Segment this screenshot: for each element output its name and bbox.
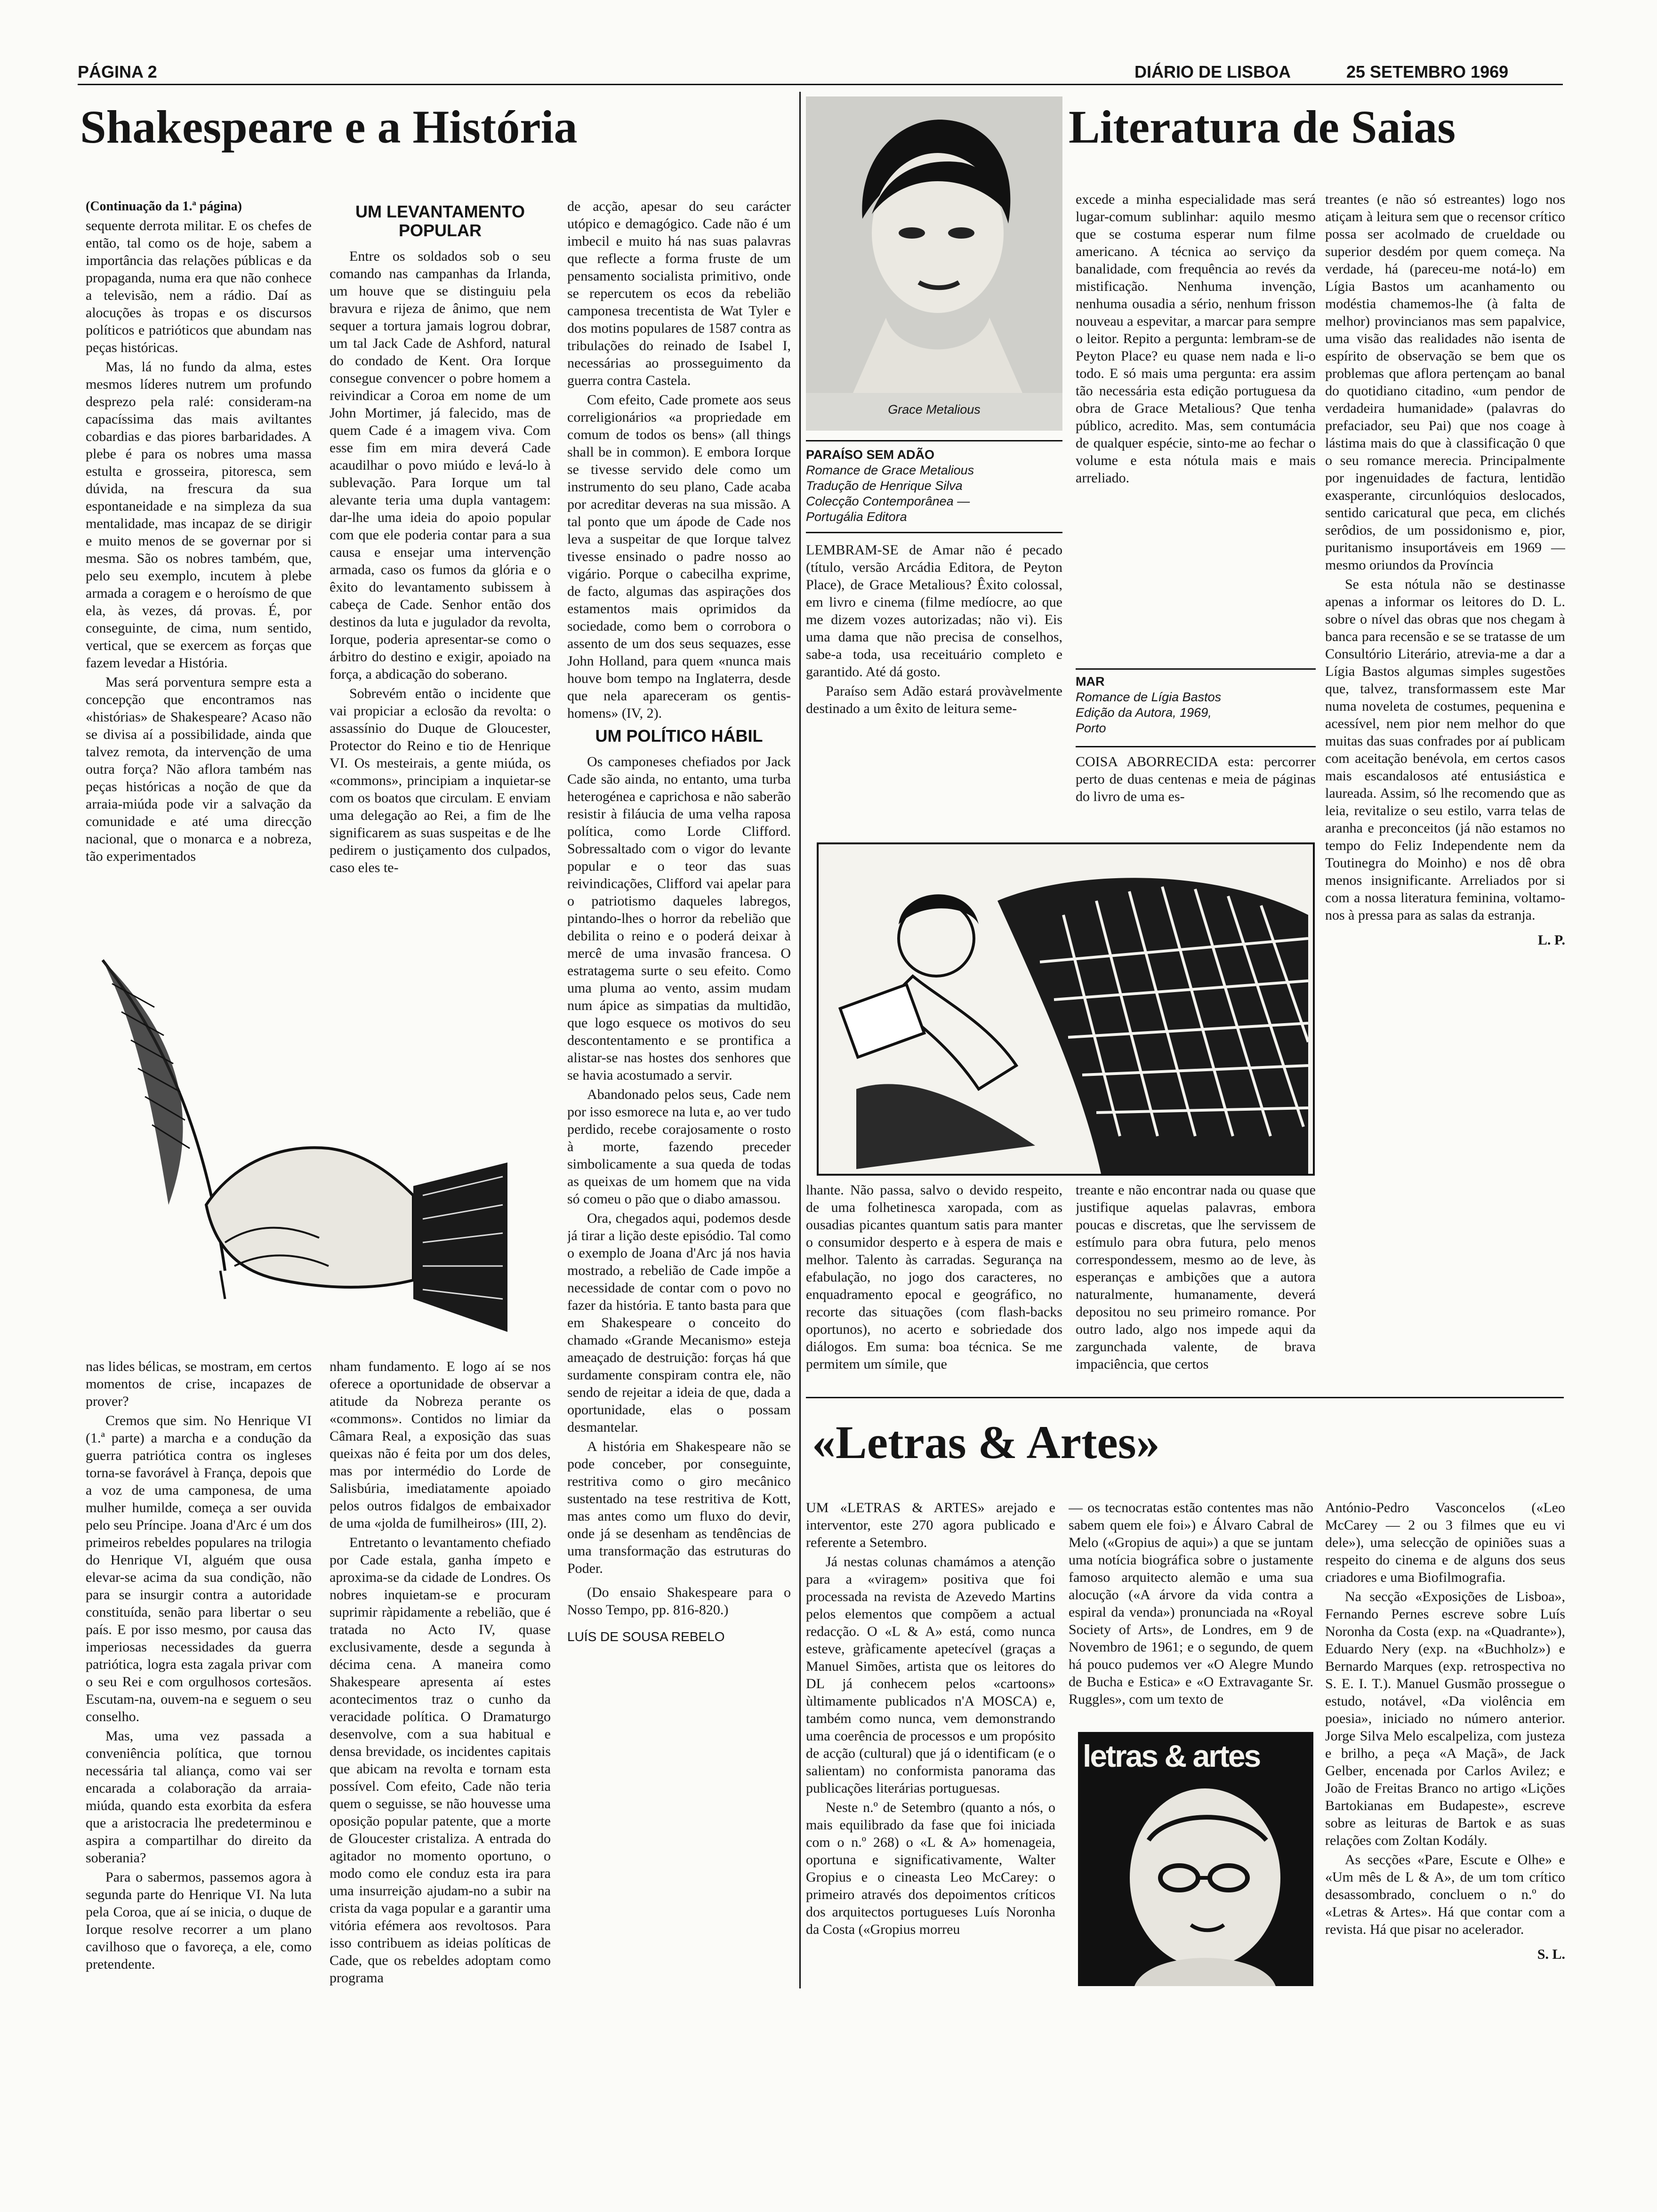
column-divider: [799, 92, 801, 1988]
book-detail: Romance de Lígia Bastos: [1076, 690, 1222, 704]
subheading-levantamento: UM LEVANTAMENTO POPULAR: [355, 202, 525, 240]
paragraph: de acção, apesar do seu carácter utópico e demagógico. Cade não é um imbecil e muito há nas suas palavras que reflecte a forma fruste de um pensamento socialista primitivo, onde se repercutem os ecos da rebelião camponesa trecentista de Wat Tyler e dos motins populares de 1587 contra as tribulações do reinado de Isabel I, necessárias ao prosseguimento da guerra contra Castela.: [567, 199, 791, 388]
paragraph: Mas, lá no fundo da alma, estes mesmos líderes nutrem um profundo desprezo pela ralé: consideram-na capacíssima das mais aviltantes cobardias e das piores barbaridades. A plebe é para os nobres uma massa estulta e grosseira, pitoresca, sem dúvida, na frescura da sua espontaneidade e na simpleza da sua mentalidade, mas incapaz de se dirigir e muito menos de se governar por si mesma. São os nobres também, que, pelo seu exemplo, incutem à plebe armada a coragem e o heroísmo de que ela, às vezes, dá provas. É, por conseguinte, de cima, num sentido, vertical, que se exercem as forças que fazem levedar a História.: [86, 359, 312, 671]
magazine-cover: [1078, 1732, 1313, 1986]
photo-caption: Grace Metalious: [888, 402, 981, 417]
continuation-note: (Continuação da 1.ª página): [86, 199, 242, 214]
subheading-politico: UM POLÍTICO HÁBIL: [595, 726, 763, 745]
gropius-portrait: [1078, 1784, 1313, 1986]
section-rule: [806, 1397, 1564, 1398]
literatura-bottom-2: [1076, 1181, 1316, 1393]
book-title: PARAÍSO SEM ADÃO: [806, 448, 935, 462]
book-info-mar: [1076, 674, 1316, 736]
reading-woman-illustration: [819, 844, 1313, 1174]
book-detail: Romance de Grace Metalious: [806, 463, 974, 477]
shakespeare-column-1-lower: [86, 1358, 312, 1986]
header-rule: [78, 84, 1563, 85]
paragraph: treantes (e não só estreantes) logo nos atiçam à leitura sem que o recensor crítico possa ser acolmado de crueldade ou superior desdém por quem começa. Na verdade, há (pareceu-me notá-lo) em Lígia Bastos um acanhamento ou modéstia chamemos-lhe (à falta de melhor) provincianos mas sem papalvice, uma visão das realidades não isenta de espírito de observação se bem que os problemas que aflora pertençam ao banal do quotidiano citadino, «um pendor de verdadeira humanidade» (palavras do prefaciador, seu Pai) que nos coage à lástima mais do que à classificação 0 que o seu romance merecia. Principalmente por ingenuidades de factura, lentidão exasperante, circunlóquios deslocados, sentido caricatural que peca, em clichés serôdios, de um possidonismo e, pior, puritanismo insuportáveis em 1969 — mesmo oriundos da Província: [1325, 192, 1565, 573]
paragraph: COISA ABORRECIDA esta: percorrer perto de duas centenas e meia de páginas do livro de uma es-: [1076, 754, 1316, 804]
paragraph: Neste n.º de Setembro (quanto a nós, o mais equilibrado da fase que foi iniciada com o n.º 268) o «L & A» homenageia, oportuna e significativamente, Walter Gropius e o cineasta Leo McCarey: o primeiro através dos depoimentos críticos dos arquitectos portugueses Luís Noronha da Costa («Gropius morreu: [806, 1800, 1055, 1937]
paragraph: lhante. Não passa, salvo o devido respeito, de uma folhetinesca xaropada, com as ousadias picantes quantum satis para manter o consumidor desperto e à espera de mais e melhor. Talento às carradas. Segurança na efabulação, no jogo dos caracteres, no enquadramento epocal e geográfico, no recorte das situações (com flash-backs oportunos), no acerto e sobriedade dos diálogos. Em suma: boa técnica. Se me permitem um símile, que: [806, 1182, 1062, 1372]
paragraph: Com efeito, Cade promete aos seus correligionários «a propriedade em comum de todos os bens» (all things shall be in common). E embora Iorque se tivesse servido dele como um instrumento do seu plano, Cade acaba por acreditar deveras na sua missão. A tal ponto que um ápode de Cade nos leva a suspeitar de que Iorque talvez tivesse ensinado o padre nosso ao vigário. Porque o cabecilha exprime, de facto, algumas das aspirações dos estamentos mais oprimidos da sociedade, como bem o corrobora o assento de um dos seus sequazes, esse John Holland, para quem «nunca mais houve bom tempo na Inglaterra, desde que nela apareceram os gentis-homens» (IV, 2).: [567, 392, 791, 721]
page-number: PÁGINA 2: [78, 62, 157, 81]
book-detail: Edição da Autora, 1969,: [1076, 705, 1212, 720]
paragraph: Abandonado pelos seus, Cade nem por isso esmorece na luta e, ao ver tudo perdido, recebe corajosamente o rosto à morte, fazendo preceder simbolicamente a sua queda de todas as queixas de um homem que na vida só comeu o pão que o diabo amassou.: [567, 1087, 791, 1207]
literatura-column-3: [1325, 191, 1565, 1386]
paragraph: nham fundamento. E logo aí se nos oferece a oportunidade de observar a atitude da Nobreza perante os «commons». Contidos no limiar da Câmara Real, a exposição das suas queixas não é feita por um dos deles, mas por intermédio do Lorde de Salisbúria, imediatamente apoiado pelos outros fidalgos de embaixador de uma «jolda de fumilheiros» (III, 2).: [330, 1359, 551, 1531]
paragraph: Os camponeses chefiados por Jack Cade são ainda, no entanto, uma turba heterogénea e caprichosa e não saberão resistir à filáucia de uma velha raposa política, como Lorde Clifford. Sobressaltado com o vigor do levante popular e o teor das suas reivindicações, Clifford vai apelar para o patriotismo daqueles labregos, pintando-lhes o horror da rebelião que debilita o reino e o poderá deixar à mercê de uma invasão francesa. O estratagema surte o seu efeito. Como uma pluma ao vento, assim mudam num ápice as simpatias da multidão, que logo esquece os motivos do seu descontentamento e se prontifica a alistar-se nas hostes dos senhores que se havia acostumado a servir.: [567, 754, 791, 1083]
letras-column-1: [806, 1499, 1055, 1986]
literatura-signature: L. P.: [1537, 932, 1565, 948]
paragraph: Para o sabermos, passemos agora à segunda parte do Henrique VI. Na luta pela Coroa, que aí se inicia, o duque de Iorque resolve recorrer a um plano cavilhoso que o favoreça, a ele, como pretendente.: [86, 1869, 312, 1972]
literatura-bottom-1: [806, 1181, 1062, 1393]
shakespeare-column-3: [567, 198, 791, 1986]
book-detail: Portugália Editora: [806, 510, 907, 524]
paragraph: Entretanto o levantamento chefiado por Cade estala, ganha ímpeto e aproxima-se da cidade de Londres. Os nobres inquietam-se e procuram suprimir ràpidamente a rebelião, que é tratada no Acto IV, quase exclusivamente, desde a segunda à décima cena. A maneira como Shakespeare apresenta aí estes acontecimentos traz o cunho da veracidade política. O Dramaturgo desenvolve, com a sua habitual e densa brevidade, os incidentes capitais que abicam na revolta e tornam esta possível. Com efeito, Cade não teria quem o seguisse, se não houvesse uma oposição popular patente, que a morte de Gloucester cristaliza. A entrada do agitador no momento oportuno, o modo como ele conduz esta ira para uma insurreição ajudam-no a subir na crista da vaga popular e a garantir uma vitória efémera aos revoltosos. Para isso contribuem as ideias políticas de Cade, que os rebeldes adoptam como programa: [330, 1535, 551, 1986]
paragraph: sequente derrota militar. E os chefes de então, tal como os de hoje, sabem a importância das relações públicas e da propaganda, numa era que não conhece a televisão, nem a rádio. Daí as alocuções às tropas e os discursos políticos e patrióticos que abundam nas peças históricas.: [86, 218, 312, 355]
paragraph: Paraíso sem Adão estará provàvelmente destinado a um êxito de leitura seme-: [806, 683, 1062, 716]
book-detail: Colecção Contemporânea —: [806, 494, 970, 508]
letras-signature: S. L.: [1537, 1947, 1565, 1962]
paragraph: Se esta nótula não se destinasse apenas a informar os leitores do D. L. sobre o nível das obras que nos chegam à banca para recensão e se se tratasse de um Consultório Literário, atrevia-me a dar a Lígia Bastos algumas simples sugestões que, talvez, transformassem este Mar numa noveleta de costumes, pequenina e acessível, nem pior nem melhor do que muitas das suas confrades por aí publicam com aceitação benévola, em certos casos mais escandalosos até entusiástica e laureada. Assim, só lhe recomendo que as leia, revitalize o seu estilo, varra telas de aranha e preconceitos (já não estamos no tempo do Feliz Independente nem da Toutinegra do Moinho) e nos dê obra menos insignificante. Arreliados por si com a nossa literatura feminina, voltamo-nos à pressa para as salas da estranja.: [1325, 577, 1565, 923]
paragraph: Ora, chegados aqui, podemos desde já tirar a lição deste episódio. Tal como o exemplo de Joana d'Arc já nos havia mostrado, a rebelião de Cade impõe a necessidade de contar com o povo no fazer da história. E tanto basta para que em Shakespeare o conceito do chamado «Grande Mecanismo» esteja ameaçado de destruição: forças há que surdamente conspiram contra ele, não sendo de rejeitar a ideia de que, dada a oportunidade, elas o possam desmantelar.: [567, 1210, 791, 1435]
issue-date: 25 SETEMBRO 1969: [1346, 62, 1509, 81]
newspaper-name: DIÁRIO DE LISBOA: [1134, 62, 1291, 81]
paragraph: — os tecnocratas estão contentes mas não sabem quem ele foi») e Álvaro Cabral de Melo («Gropius de aqui») a que se juntam uma notícia biográfica sobre o justamente famoso arquitecto alemão e uma sua alocução («A árvore da vida contra a espiral da venda») pronunciada na «Royal Society of Arts», de Londres, em 9 de Novembro de 1961; e o segundo, de quem há pouco pudemos ver «O Alegre Mundo de Bucha e Estica» e «O Extravagante Sr. Ruggles», com um texto de: [1069, 1500, 1313, 1707]
letras-column-3: [1325, 1499, 1565, 1986]
paragraph: treante e não encontrar nada ou quase que justifique aquelas palavras, embora poucas e discretas, que lhe servissem de estímulo para obra futura, pelo menos correspondessem, mesmo ao de leve, às esperanças e ambições que a autora naturalmente, humanamente, deverá depositou no seu primeiro romance. Por outro lado, algo nos impede aqui da zargunchada valente, de brava impaciência, que certos: [1076, 1182, 1316, 1372]
book-rule: [1076, 668, 1316, 670]
paragraph: Mas, uma vez passada a conveniência política, que tornou necessária tal aliança, como vai ser encarada a colaboração da arraia-miúda, quando esta exorbita da esfera que a aristocracia lhe predeterminou e aspira a compartilhar do direito da soberania?: [86, 1728, 312, 1866]
paragraph: As secções «Pare, Escute e Olhe» e «Um mês de L & A», de um tom crítico desassombrado, concluem o n.º do «Letras & Artes». Há que contar com a revista. Há que pisar no acelerador.: [1325, 1852, 1565, 1937]
shakespeare-headline: Shakespeare e a História: [80, 101, 578, 153]
paragraph: António-Pedro Vasconcelos («Leo McCarey — 2 ou 3 filmes que eu vi dele»), uma selecção de opiniões suas a respeito do cinema e de alguns dos seus criadores e uma Biofilmografia.: [1325, 1500, 1565, 1585]
paragraph: nas lides bélicas, se mostram, em certos momentos de crise, incapazes de prover?: [86, 1359, 312, 1409]
letras-column-2: [1069, 1499, 1313, 1725]
paragraph: Cremos que sim. No Henrique VI (1.ª parte) a marcha e a condução da guerra patriótica contra os ingleses torna-se favorável à França, depois que a voz de uma camponesa, de uma mulher humilde, começa a ser ouvida pelo seu Príncipe. Joana d'Arc é um dos primeiros rebeldes populares na trilogia do Henrique VI, alguém que ousa elevar-se acima da sua condição, não para se insurgir contra a autoridade constituída, senão para libertar o seu país. E por isso mesmo, por causa das imperiosas necessidades da guerra patriótica, logra esta zagala privar com o seu Rei e com orgulhosos cortesãos. Escutam-na, ouvem-na e seguem o seu conselho.: [86, 1413, 312, 1724]
quill-hand-illustration: [84, 941, 517, 1355]
book-rule: [1076, 746, 1316, 747]
paragraph: excede a minha especialidade mas será lugar-comum sublinhar: aquilo mesmo que se costuma esperar num filme americano. A técnica ao serviço da banalidade, com frequência ao revés da mistificação. Nenhuma invenção, nenhuma ousadia a sério, nenhum frisson nouveau a espevitar, a marcar para sempre o leitor. Repito a pergunta: lembram-se de Peyton Place? eu quase nem nada e li-o todo. E só mais uma pergunta: era assim tão necessária esta edição portuguesa da obra de Grace Metalious? Que tenha público, acredito. Mas, sem contumácia de qualquer espécie, sinto-me ao fechar o volume e esta nótula mais e mais arreliado.: [1076, 192, 1316, 486]
paragraph: Mas será porventura sempre esta a concepção que encontramos nas «histórias» de Shakespeare? Acaso não se divisa aí a possibilidade, ainda que talvez remota, da intervenção de uma outra força? Não aflora também nas peças históricas a noção de que da arraia-miúda pode vir a salvação da comunidade e até uma direcção nacional, que o monarca e a nobreza, tão experimentados: [86, 674, 312, 864]
literatura-headline: Literatura de Saias: [1069, 101, 1456, 153]
book-rule: [806, 532, 1062, 533]
book-rule: [806, 440, 1062, 441]
paragraph: Na secção «Exposições de Lisboa», Fernando Pernes escreve sobre Luís Noronha da Costa (exp. na «Quadrante»), Eduardo Nery (exp. na «Buchholz») e Bernardo Marques (exp. retrospectiva no S. E. I. T.). Manuel Gusmão prossegue o estudo, notável, «Da violência em poesia», iniciado no número anterior. Jorge Silva Melo escalpeliza, com justeza e brilho, a peça «A Maçã», de Jack Gelber, encenada por Carlos Avilez; e João de Freitas Branco no artigo «Lições Bartokianas em Budapeste», escreve sobre as leituras de Bartok e as suas relações com Zoltan Kodály.: [1325, 1589, 1565, 1848]
magazine-logo: letras & artes: [1083, 1739, 1260, 1773]
book-info-paraiso: [806, 447, 1062, 525]
book-detail: Porto: [1076, 721, 1106, 735]
book-title: MAR: [1076, 674, 1105, 689]
paragraph: A história em Shakespeare não se pode conceber, por conseguinte, restritiva como o giro mecânico sustentado na tese restritiva de Kott, mas antes como um fluxo do devir, onde já se desenham as tendências de uma transformação das estruturas do Poder.: [567, 1439, 791, 1576]
author-byline: LUÍS DE SOUSA REBELO: [567, 1629, 725, 1644]
author-photo: [806, 96, 1062, 431]
paragraph: Sobrevém então o incidente que vai propiciar a eclosão da revolta: o assassínio do Duque de Gloucester, Protector do Reino e tio de Henrique VI. Os mesteirais, a gente miúda, os «commons», principiam a inquietar-se com os boatos que circulam. E enviam uma delegação ao Rei, a fim de lhe significarem as suas suspeitas e de lhe pedirem o justiçamento dos culpados, caso eles te-: [330, 686, 551, 875]
source-note: (Do ensaio Shakespeare para o Nosso Tempo, pp. 816-820.): [567, 1585, 791, 1618]
paragraph: LEMBRAM-SE de Amar não é pecado (título, versão Arcádia Editora, de Peyton Place), de Grace Metalious? Êxito colossal, em livro e cinema (filme medíocre, ao que me dizem vozes autorizadas; não vi). Eis uma dama que não precisa de conselhos, sabe-a toda, usa receituário completo e garantido. Até dá gosto.: [806, 542, 1062, 680]
paragraph: Já nestas colunas chamámos a atenção para a «viragem» positiva que foi processada na revista de Azevedo Martins pelos elementos que compõem a actual redacção. O «L & A» está, como nunca esteve, gràficamente apetecível (graças a Manuel Simões, artista que os leitores do DL já conhecem pelos «cartoons» ùltimamente publicados n'A MOSCA) e, também como nunca, vem demonstrando uma coerência de processos e um propósito de acção (cultural) que já o identificam (e o salientam) no conformista panorama das publicações literárias portuguesas.: [806, 1554, 1055, 1796]
book-detail: Tradução de Henrique Silva: [806, 479, 963, 493]
engraving-frame: [817, 842, 1315, 1176]
paragraph: Entre os soldados sob o seu comando nas campanhas da Irlanda, um houve que se distinguiu pela bravura e rijeza de ânimo, que nem sequer a tortura jamais logrou dobrar, um tal Jack Cade de Ashford, natural do condado de Kent. Ora Iorque consegue convencer o pobre homem a reivindicar a Coroa em nome de um John Mortimer, já falecido, mas de quem Cade é a imagem viva. Com esse fim em mira deverá Cade acaudilhar o povo miúdo e levá-lo à sublevação. Para Iorque um tal alevante teria uma dupla vantagem: dar-lhe uma ideia do apoio popular com que ele poderia contar para a sua causa e ensejar uma intervenção armada, caso os fumos da glória e o êxito do levantamento subissem à cabeça de Cade. Senhor então dos destinos da luta e jugulador da revolta, Iorque, poderia apresentar-se como o árbitro do destino e exigir, apoiado na força, a abdicação do soberano.: [330, 248, 551, 682]
paragraph: UM «LETRAS & ARTES» arejado e interventor, este 270 agora publicado e referente a Setembro.: [806, 1500, 1055, 1550]
portrait-image: [806, 96, 1062, 393]
shakespeare-column-2-lower: [330, 1358, 551, 1986]
literatura-column-2: [1076, 191, 1316, 671]
letras-headline: «Letras & Artes»: [812, 1416, 1160, 1468]
